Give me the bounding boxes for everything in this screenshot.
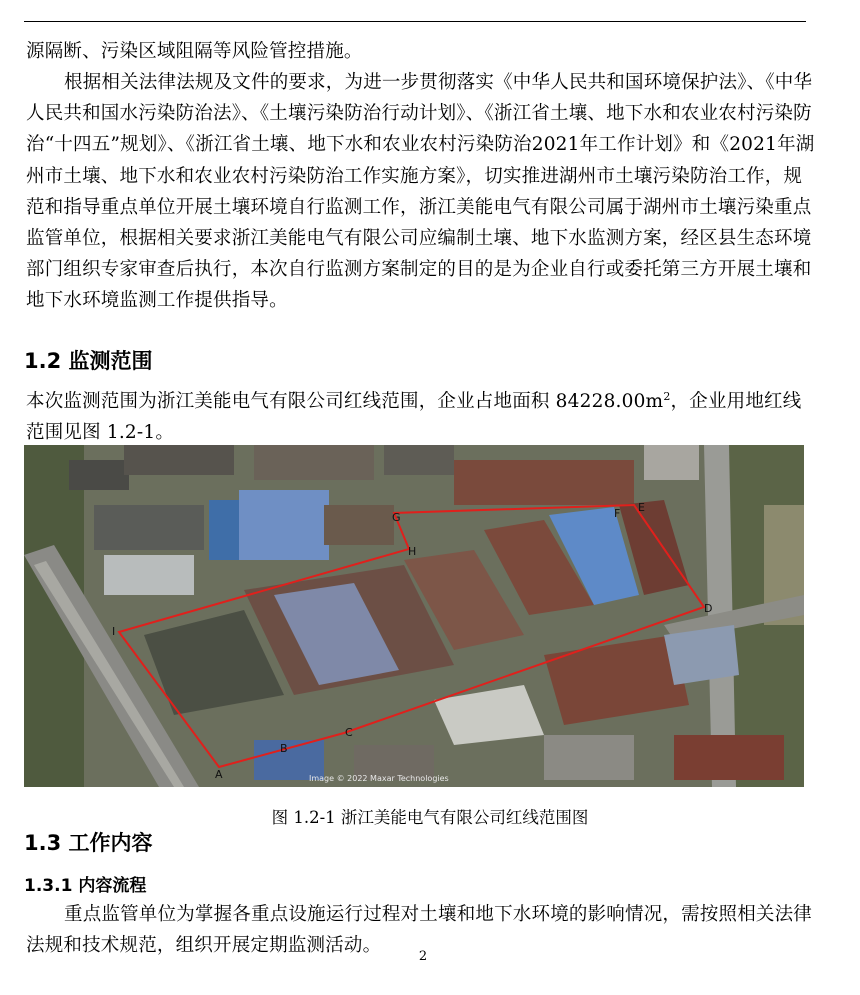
- heading-work-content: 1.3 工作内容: [24, 831, 153, 855]
- point-label-a: A: [215, 768, 223, 781]
- point-label-g: G: [392, 511, 401, 524]
- imagery-credit: Image © 2022 Maxar Technologies: [309, 774, 449, 783]
- page-number: 2: [418, 949, 428, 964]
- point-label-f: F: [614, 507, 621, 520]
- heading-monitoring-scope: 1.2 监测范围: [24, 349, 153, 373]
- area-superscript: 2: [663, 390, 671, 403]
- paragraph-scope: [26, 381, 816, 449]
- point-label-i: I: [112, 625, 116, 638]
- paragraph-flow: 重点监管单位为掌握各重点设施运行过程对土壤和地下水环境的影响情况，需按照相关法律法规和技术规范，组织开展定期监测活动。: [26, 904, 813, 957]
- satellite-map: [24, 445, 804, 787]
- point-label-c: C: [345, 726, 353, 739]
- satellite-image-figure: [24, 445, 804, 787]
- figure-caption: 图 1.2-1 浙江美能电气有限公司红线范围图: [271, 808, 589, 827]
- scope-text-main: 本次监测范围为浙江美能电气有限公司红线范围，企业占地面积 84228.00m: [26, 391, 664, 413]
- point-label-d: D: [704, 602, 713, 615]
- point-label-b: B: [280, 742, 288, 755]
- heading-content-flow: 1.3.1 内容流程: [24, 876, 147, 896]
- point-label-h: H: [408, 545, 417, 558]
- scope-text-tail: ，企业用地红线范围见图 1.2-1。: [26, 391, 802, 444]
- point-label-e: E: [638, 501, 645, 514]
- paragraph-continued: 源隔断、污染区域阻隔等风险管控措施。: [26, 41, 363, 62]
- header-rule: [24, 21, 806, 22]
- paragraph-purpose: 根据相关法律法规及文件的要求，为进一步贯彻落实《中华人民共和国环境保护法》、《中华人民共和国水污染防治法》、《土壤污染防治行动计划》、《浙江省土壤、地下水和农业农村污染防治“十四五”规划》、《浙江省土壤、地下水和农业农村污染防治2021年工作计划》和《2021年湖州市土壤、地下水和农业农村污染防治工作实施方案》，切实推进湖州市土壤污染防治工作，规范和指导重点单位开展土壤环境自行监测工作，浙江美能电气有限公司属于湖州市土壤污染重点监管单位，根据相关要求浙江美能电气有限公司应编制土壤、地下水监测方案，经区县生态环境部门组织专家审查后执行，本次自行监测方案制定的目的是为企业自行或委托第三方开展土壤和地下水环境监测工作提供指导。: [26, 72, 815, 312]
